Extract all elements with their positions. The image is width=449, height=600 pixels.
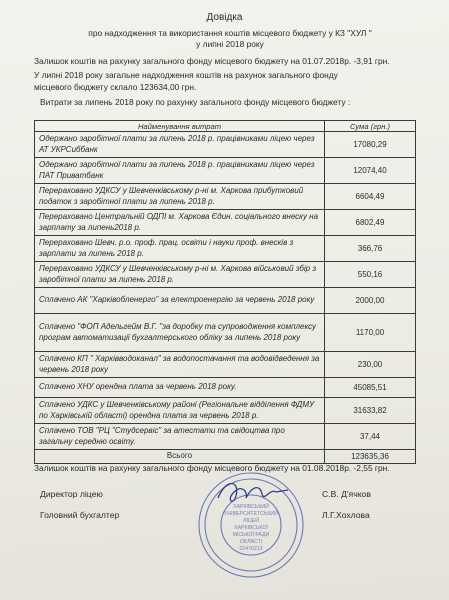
director-name: С.В. Д'ячков (322, 489, 371, 499)
subtitle-line-1: про надходження та використання коштів місцевого бюджету у КЗ "ХУЛ " (88, 28, 372, 38)
row-description: Сплачено КП " Харківводоканал" за водопостачання та водовідведення за червень 2018 року (35, 352, 325, 378)
row-amount: 31633,82 (325, 398, 416, 424)
table-header-row (35, 121, 416, 132)
row-amount: 17080,29 (325, 132, 416, 158)
table-row (35, 184, 416, 210)
row-description: Перераховано УДКСУ у Шевченківському р-ні м. Харкова прибутковий податок з заробітної плати за липень 2018 р. (35, 184, 325, 210)
row-amount: 2000,00 (325, 288, 416, 314)
table-row (35, 288, 416, 314)
row-amount: 366,76 (325, 236, 416, 262)
row-amount: 45085,51 (325, 378, 416, 398)
svg-text:ХАРКІВСЬКОЇ: ХАРКІВСЬКОЇ (234, 525, 268, 531)
row-description: Одержано заробітної плати за липень 2018 р. працівниками ліцею через АТ УКРСиббанк (35, 132, 325, 158)
row-description: Перераховано Центральній ОДПІ м. Харкова Єдин. соціального внеску на зарплату за липень2018 р. (35, 210, 325, 236)
svg-text:МІСЬКОЇ РАДИ: МІСЬКОЇ РАДИ (232, 532, 270, 538)
balance-end-text: Залишок коштів на рахунку загального фонду місцевого бюджету на 01.08.2018р. -2,55 грн. (34, 463, 390, 473)
total-amount: 123635,36 (325, 450, 416, 464)
receipts-text-line-2: місцевого бюджету склало 123634,00 грн. (34, 82, 197, 92)
svg-text:УНІВЕРСИТЕТСЬКИЙ: УНІВЕРСИТЕТСЬКИЙ (224, 511, 278, 517)
svg-text:02476213: 02476213 (239, 546, 263, 552)
total-label: Всього (35, 450, 325, 464)
svg-text:ЛІЦЕЙ: ЛІЦЕЙ (243, 518, 259, 524)
svg-text:ОБЛАСТІ: ОБЛАСТІ (239, 539, 263, 545)
row-description: Перераховано Шевч. р.о. проф. прац. освіти і науки проф. внесків з зарплати за липень 2018 р. (35, 236, 325, 262)
row-description: Сплачено УДКС у Шевченківському районі (Регіональне відділення ФДМУ по Харківській області) орендна плата за червень 2018 р. (35, 398, 325, 424)
table-row (35, 398, 416, 424)
table-row (35, 210, 416, 236)
row-amount: 550,16 (325, 262, 416, 288)
table-row (35, 378, 416, 398)
row-description: Сплачено АК "Харківобленерго" за електроенергію за червень 2018 року (35, 288, 325, 314)
row-amount: 37,44 (325, 424, 416, 450)
expenses-heading: Витрати за липень 2018 року по рахунку загального фонду місцевого бюджету : (40, 97, 351, 107)
signature-mark (218, 484, 288, 502)
row-amount: 12074,40 (325, 158, 416, 184)
table-row (35, 236, 416, 262)
table-row (35, 262, 416, 288)
table-row (35, 158, 416, 184)
row-description: Сплачено ХНУ орендна плата за червень 2018 року. (35, 378, 325, 398)
row-description: Одержано заробітної плати за липень 2018 р. працівниками ліцею через ПАТ Приватбанк (35, 158, 325, 184)
official-stamp (196, 470, 306, 580)
document-subtitle (50, 28, 410, 50)
accountant-name: Л.Г.Хохлова (322, 510, 370, 520)
balance-start-text: Залишок коштів на рахунку загального фонду місцевого бюджету на 01.07.2018р. -3,91 грн. (34, 56, 390, 66)
row-description: Сплачено ТОВ "РЦ "Студсервіс" за атестати та свідоцтва про загальну середню освіту. (35, 424, 325, 450)
row-amount: 1170,00 (325, 314, 416, 352)
table-row (35, 314, 416, 352)
expenses-table (34, 120, 416, 464)
document-title: Довідка (206, 12, 243, 23)
row-amount: 230,00 (325, 352, 416, 378)
table-row (35, 352, 416, 378)
column-header-sum: Сума (грн.) (325, 121, 416, 132)
table-total-row (35, 450, 416, 464)
table-row (35, 132, 416, 158)
row-amount: 6604,49 (325, 184, 416, 210)
subtitle-line-2: у липні 2018 року (196, 39, 264, 49)
row-description: Сплачено "ФОП Адельгейм В.Г. "за доробку та супроводження комплексу програм автоматизації бухгалтерського обліку за липень 2018 року (35, 314, 325, 352)
row-amount: 6802,49 (325, 210, 416, 236)
accountant-title: Головний бухгалтер (40, 510, 120, 520)
row-description: Перераховано УДКСУ у Шевченківському р-ні м. Харкова військовий збір з заробітної плати за липень 2018 р. (35, 262, 325, 288)
svg-text:ХАРКІВСЬКИЙ: ХАРКІВСЬКИЙ (233, 504, 269, 510)
director-title: Директор ліцею (40, 489, 103, 499)
column-header-name: Найменування витрат (35, 121, 325, 132)
table-row (35, 424, 416, 450)
receipts-text-line-1: У липні 2018 року загальне надходження коштів на рахунок загального фонду (34, 70, 338, 80)
